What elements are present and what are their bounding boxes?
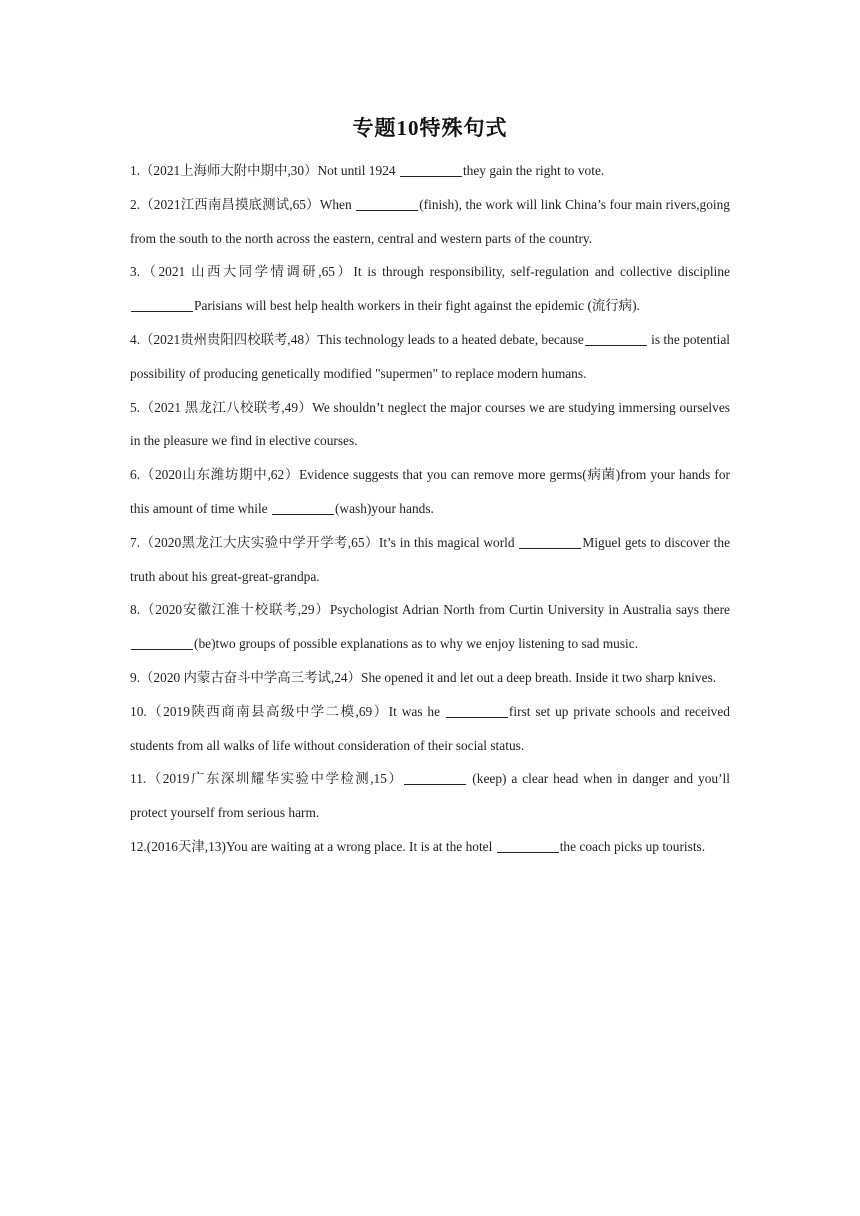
question-text-before: Evidence suggests that you can remove more germs(病菌)from your hands for this amount of time while	[130, 467, 730, 516]
question-text-after: (finish), the work will link China’s four main rivers,going from the south to the north across the eastern, central and western parts of the country.	[130, 196, 731, 246]
question-text-after: (be)two groups of possible explanations as to why we enjoy listening to sad music.	[194, 636, 639, 652]
question-text-after: first set up private schools and received students from all walks of life without consideration of their social status.	[130, 703, 730, 753]
question-text-before: We shouldn’t neglect the major courses we are studying immersing ourselves in the pleasure we find in elective courses.	[130, 399, 730, 449]
question-item	[130, 458, 730, 526]
question-text-after: the coach picks up tourists.	[559, 838, 706, 854]
question-text-after: they gain the right to vote.	[462, 163, 605, 178]
question-text-before: Psychologist Adrian North from Curtin University in Australia says there	[329, 602, 730, 618]
page-title: 专题10特殊句式	[352, 116, 508, 140]
question-source: 3.（2021 山西大同学情调研,65）	[130, 264, 354, 280]
question-source: 12.(2016天津,13)	[130, 838, 226, 854]
question-text-after: (wash)your hands.	[334, 500, 434, 516]
question-item	[130, 188, 730, 256]
question-item	[130, 695, 730, 763]
answer-blank[interactable]	[404, 771, 466, 785]
question-source: 11.（2019广东深圳耀华实验中学检测,15）	[130, 771, 404, 787]
answer-blank[interactable]	[131, 636, 193, 650]
question-text-before: It’s in this magical world	[378, 534, 519, 550]
question-source: 10.（2019陕西商南县高级中学二模,69）	[130, 703, 389, 719]
answer-blank[interactable]	[272, 501, 334, 515]
question-source: 4.（2021贵州贵阳四校联考,48）	[130, 331, 318, 347]
question-text-after: (keep) a clear head when in danger and you’ll protect yourself from serious harm.	[130, 771, 730, 821]
answer-blank[interactable]	[400, 163, 462, 177]
question-text-before: You are waiting at a wrong place. It is at the hotel	[225, 838, 496, 854]
answer-blank[interactable]	[497, 839, 559, 853]
question-source: 5.（2021 黑龙江八校联考,49）	[130, 399, 313, 415]
question-item	[130, 323, 730, 391]
question-text-after: is the potential possibility of producing genetically modified "supermen" to replace modern humans.	[130, 331, 730, 381]
question-text-before: When	[319, 196, 356, 212]
question-item	[130, 526, 730, 594]
question-text-after: Parisians will best help health workers in their fight against the epidemic (流行病).	[194, 298, 640, 314]
question-list	[130, 154, 730, 864]
question-source: 7.（2020黑龙江大庆实验中学开学考,65）	[130, 534, 379, 550]
question-text-before: This technology leads to a heated debate, because	[317, 331, 584, 347]
question-text-before: It was he	[388, 703, 445, 719]
question-source: 2.（2021江西南昌摸底测试,65）	[130, 196, 320, 212]
answer-blank[interactable]	[585, 332, 647, 346]
question-text-before: It is through responsibility, self-regulation and collective discipline	[353, 264, 730, 280]
answer-blank[interactable]	[446, 703, 508, 717]
question-source: 6.（2020山东潍坊期中,62）	[130, 467, 300, 483]
question-item	[130, 154, 730, 188]
question-source: 9.（2020 内蒙古奋斗中学高三考试,24）	[130, 669, 361, 685]
question-item	[130, 661, 730, 695]
answer-blank[interactable]	[131, 298, 193, 312]
question-item	[130, 762, 730, 830]
question-text-after: Miguel gets to discover the truth about his great-great-grandpa.	[130, 534, 731, 584]
question-item	[130, 830, 730, 864]
question-item	[130, 391, 730, 459]
question-source: 1.（2021上海师大附中期中,30）	[130, 163, 318, 178]
question-item	[130, 593, 730, 661]
question-item	[130, 255, 730, 323]
question-source: 8.（2020安徽江淮十校联考,29）	[130, 602, 330, 618]
question-text-before: She opened it and let out a deep breath. Inside it two sharp knives.	[361, 669, 717, 685]
question-text-before: Not until 1924	[317, 163, 399, 178]
answer-blank[interactable]	[519, 534, 581, 548]
answer-blank[interactable]	[356, 196, 418, 210]
